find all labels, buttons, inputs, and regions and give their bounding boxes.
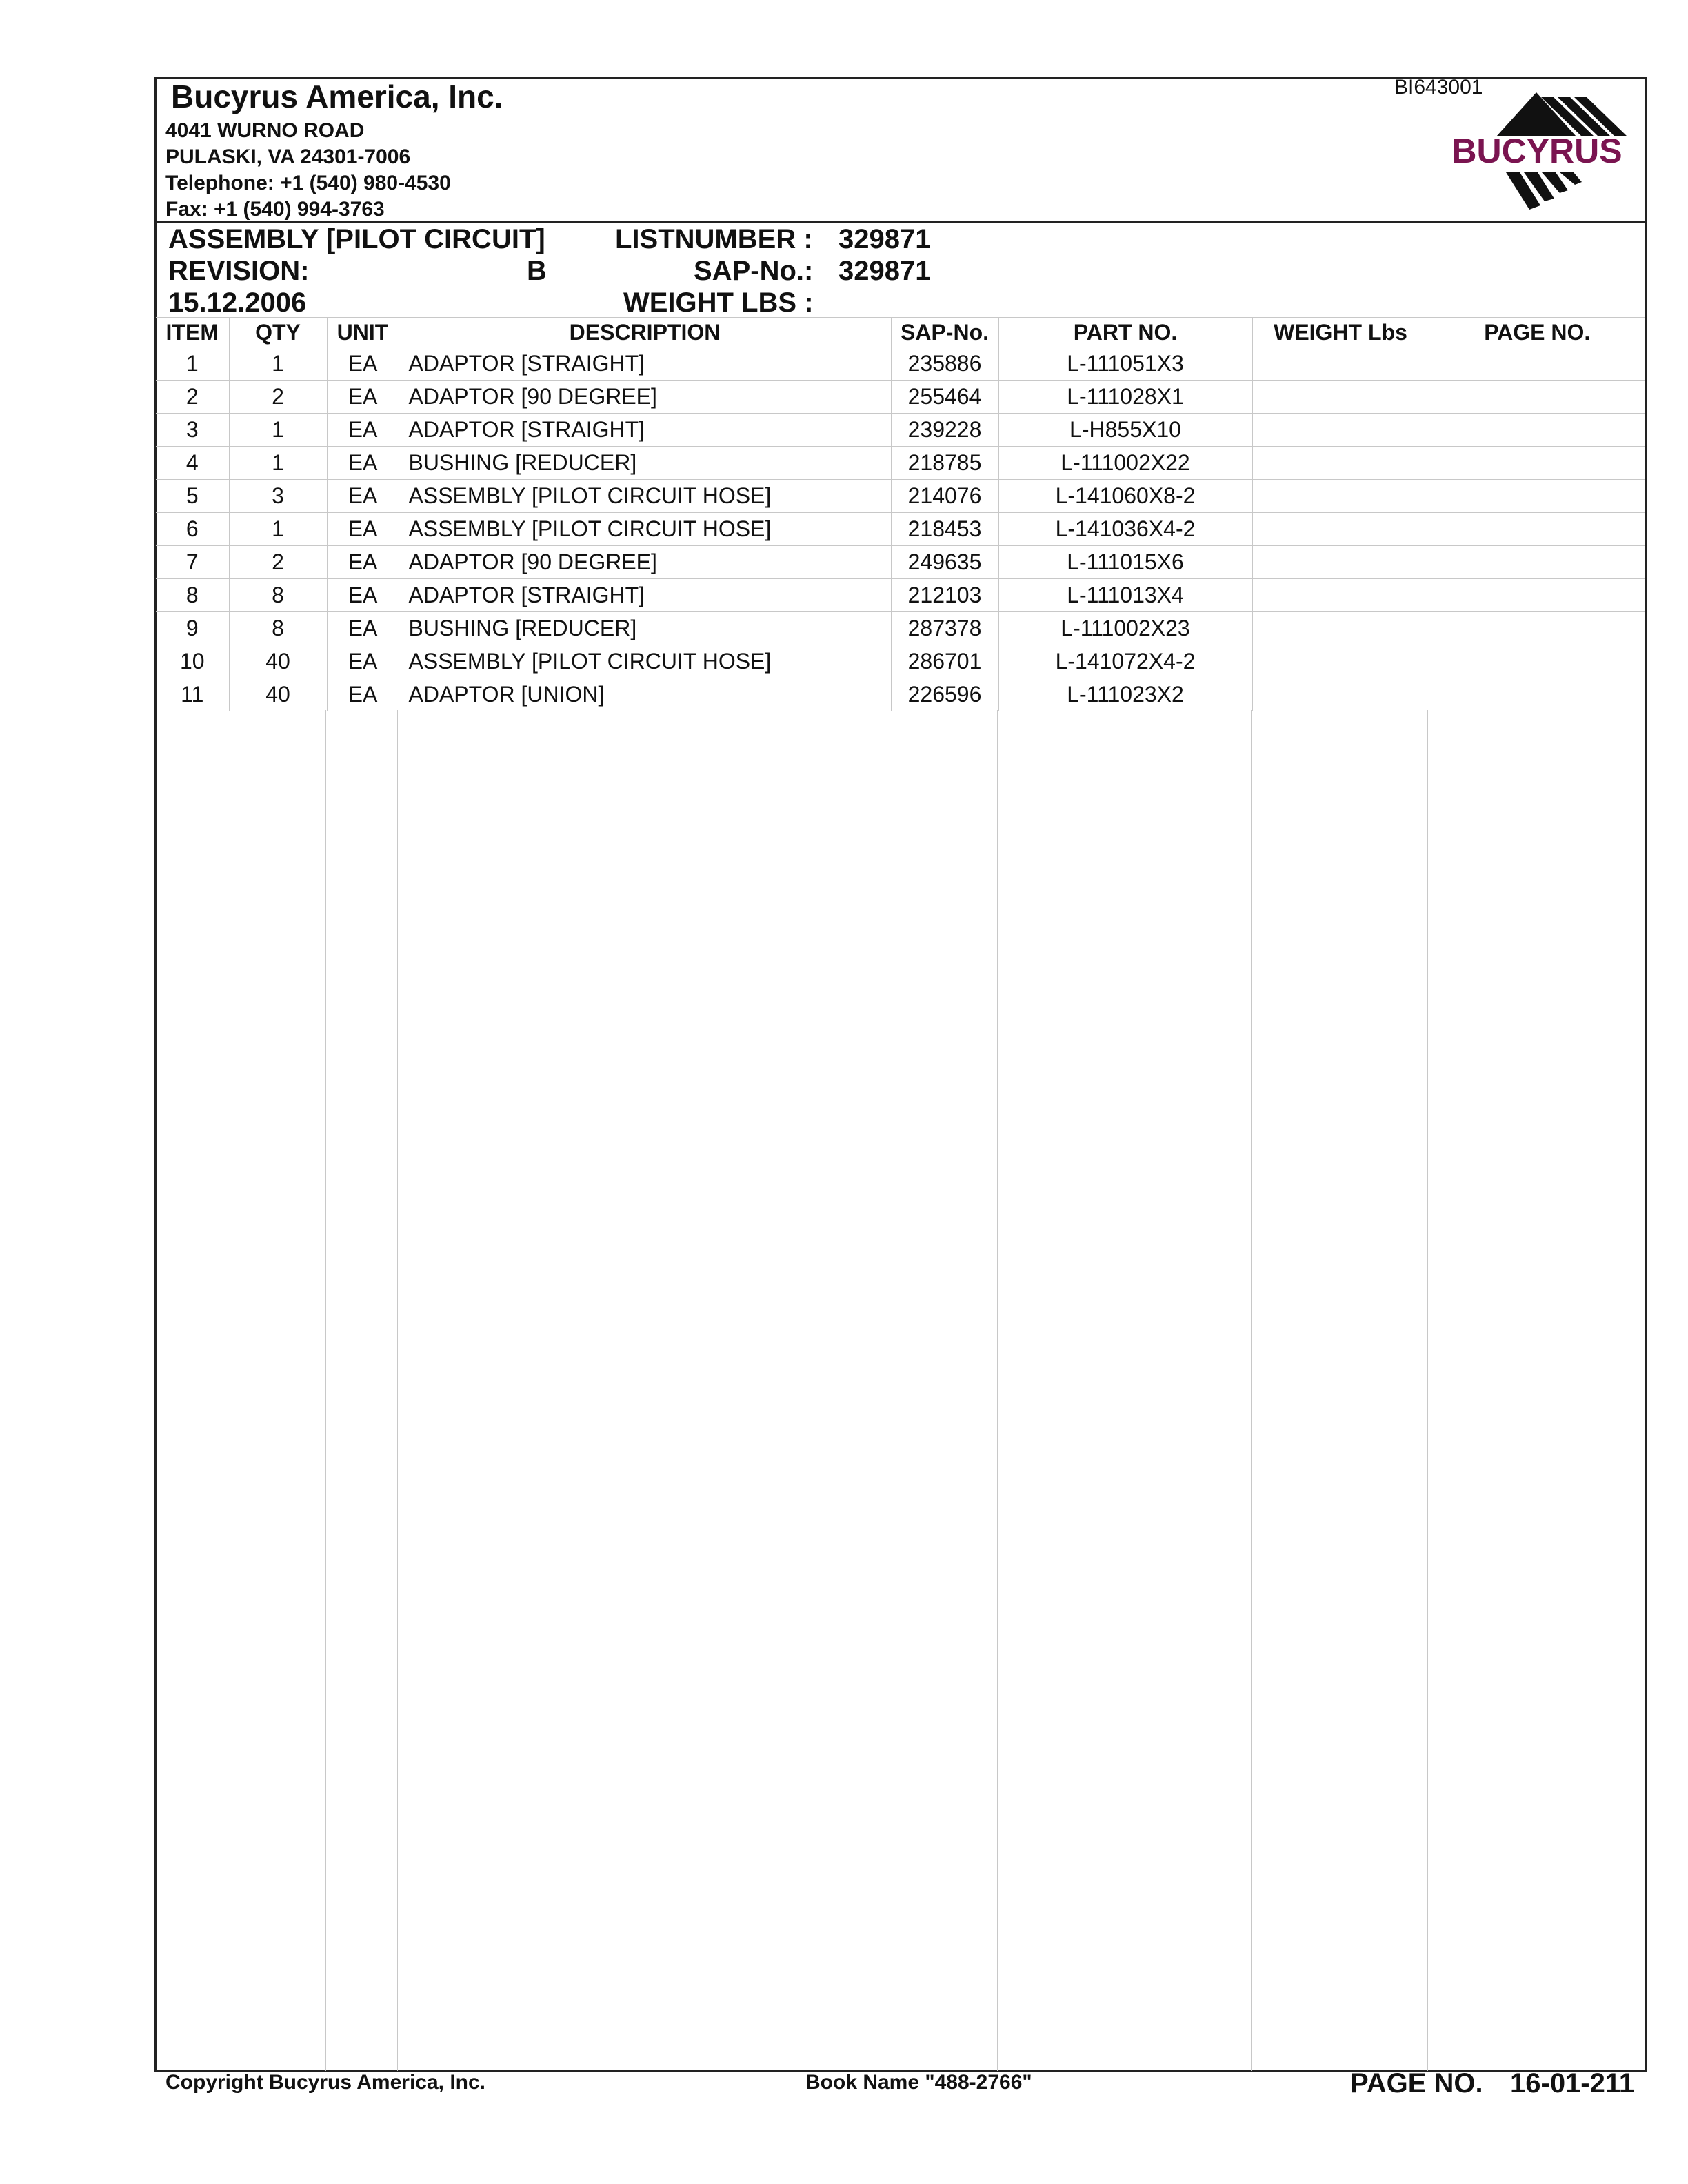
cell-qty: 3 (229, 480, 327, 513)
table-row (156, 347, 1645, 381)
column-header-description: DESCRIPTION (399, 318, 891, 347)
cell-qty: 8 (229, 579, 327, 612)
table-row (156, 546, 1645, 579)
cell-part-no: L-141072X4-2 (998, 645, 1252, 678)
cell-part-no: L-141060X8-2 (998, 480, 1252, 513)
cell-page-no (1429, 678, 1645, 711)
cell-qty: 2 (229, 546, 327, 579)
cell-item: 7 (156, 546, 229, 579)
cell-part-no: L-111015X6 (998, 546, 1252, 579)
cell-weight (1252, 645, 1429, 678)
company-name: Bucyrus America, Inc. (171, 79, 503, 114)
cell-page-no (1429, 546, 1645, 579)
cell-page-no (1429, 513, 1645, 546)
cell-qty: 1 (229, 447, 327, 480)
cell-qty: 1 (229, 414, 327, 447)
table-row (156, 645, 1645, 678)
cell-item: 6 (156, 513, 229, 546)
cell-sap-no: 218453 (891, 513, 998, 546)
table-row (156, 678, 1645, 711)
cell-weight (1252, 480, 1429, 513)
sap-number-value: 329871 (838, 256, 931, 286)
cell-description: ADAPTOR [STRAIGHT] (399, 347, 891, 381)
column-header-part-no: PART NO. (998, 318, 1252, 347)
table-row (156, 579, 1645, 612)
cell-item: 4 (156, 447, 229, 480)
cell-part-no: L-111002X22 (998, 447, 1252, 480)
cell-sap-no: 255464 (891, 381, 998, 414)
cell-description: BUSHING [REDUCER] (399, 447, 891, 480)
cell-part-no: L-111028X1 (998, 381, 1252, 414)
cell-unit: EA (327, 347, 399, 381)
footer-book-name: Book Name "488-2766" (805, 2071, 1032, 2094)
cell-item: 2 (156, 381, 229, 414)
revision-value: B (527, 256, 547, 286)
table-row (156, 381, 1645, 414)
assembly-title: ASSEMBLY [PILOT CIRCUIT] (168, 224, 545, 254)
cell-sap-no: 226596 (891, 678, 998, 711)
cell-weight (1252, 678, 1429, 711)
cell-part-no: L-111002X23 (998, 612, 1252, 645)
cell-weight (1252, 612, 1429, 645)
cell-description: BUSHING [REDUCER] (399, 612, 891, 645)
cell-page-no (1429, 645, 1645, 678)
cell-item: 5 (156, 480, 229, 513)
cell-unit: EA (327, 480, 399, 513)
cell-sap-no: 287378 (891, 612, 998, 645)
cell-description: ADAPTOR [90 DEGREE] (399, 381, 891, 414)
footer-copyright: Copyright Bucyrus America, Inc. (165, 2071, 486, 2094)
cell-part-no: L-111051X3 (998, 347, 1252, 381)
cell-unit: EA (327, 381, 399, 414)
table-row (156, 480, 1645, 513)
cell-description: ASSEMBLY [PILOT CIRCUIT HOSE] (399, 645, 891, 678)
revision-date: 15.12.2006 (168, 287, 307, 318)
company-city: PULASKI, VA 24301-7006 (165, 145, 411, 168)
listnumber-label: LISTNUMBER : (615, 224, 813, 254)
cell-sap-no: 286701 (891, 645, 998, 678)
cell-unit: EA (327, 579, 399, 612)
cell-page-no (1429, 447, 1645, 480)
cell-item: 9 (156, 612, 229, 645)
cell-description: ADAPTOR [STRAIGHT] (399, 414, 891, 447)
column-header-unit: UNIT (327, 318, 399, 347)
listnumber-value: 329871 (838, 224, 931, 254)
cell-sap-no: 218785 (891, 447, 998, 480)
cell-part-no: L-141036X4-2 (998, 513, 1252, 546)
company-phone: Telephone: +1 (540) 980-4530 (165, 172, 451, 194)
cell-weight (1252, 579, 1429, 612)
column-header-page-no: PAGE NO. (1429, 318, 1645, 347)
cell-description: ASSEMBLY [PILOT CIRCUIT HOSE] (399, 480, 891, 513)
table-row (156, 414, 1645, 447)
cell-item: 1 (156, 347, 229, 381)
cell-weight (1252, 414, 1429, 447)
cell-sap-no: 249635 (891, 546, 998, 579)
table-row (156, 612, 1645, 645)
cell-sap-no: 235886 (891, 347, 998, 381)
revision-label: REVISION: (168, 256, 310, 286)
sap-number-label: SAP-No.: (694, 256, 814, 286)
cell-part-no: L-111013X4 (998, 579, 1252, 612)
table-row (156, 513, 1645, 546)
table-header-row (156, 318, 1645, 347)
cell-unit: EA (327, 612, 399, 645)
column-header-sap-no: SAP-No. (891, 318, 998, 347)
column-divider (325, 710, 326, 2071)
cell-weight (1252, 546, 1429, 579)
bucyrus-logo (1438, 90, 1636, 214)
weight-label: WEIGHT LBS : (623, 287, 814, 318)
company-street: 4041 WURNO ROAD (165, 119, 365, 142)
cell-qty: 1 (229, 347, 327, 381)
cell-weight (1252, 381, 1429, 414)
header-divider (154, 221, 1647, 223)
cell-unit: EA (327, 447, 399, 480)
cell-page-no (1429, 381, 1645, 414)
cell-qty: 40 (229, 678, 327, 711)
cell-page-no (1429, 579, 1645, 612)
column-header-qty: QTY (229, 318, 327, 347)
cell-sap-no: 214076 (891, 480, 998, 513)
footer-page-number: 16-01-211 (1510, 2068, 1635, 2099)
cell-unit: EA (327, 678, 399, 711)
table-row (156, 447, 1645, 480)
cell-unit: EA (327, 513, 399, 546)
cell-description: ADAPTOR [UNION] (399, 678, 891, 711)
column-header-item: ITEM (156, 318, 229, 347)
parts-table-body (156, 347, 1645, 711)
logo-wordmark: BUCYRUS (1451, 132, 1622, 170)
cell-weight (1252, 447, 1429, 480)
cell-qty: 40 (229, 645, 327, 678)
cell-page-no (1429, 347, 1645, 381)
cell-weight (1252, 513, 1429, 546)
cell-page-no (1429, 480, 1645, 513)
cell-unit: EA (327, 414, 399, 447)
cell-unit: EA (327, 546, 399, 579)
column-divider (997, 710, 998, 2071)
column-divider (1427, 710, 1428, 2071)
cell-description: ADAPTOR [STRAIGHT] (399, 579, 891, 612)
cell-part-no: L-H855X10 (998, 414, 1252, 447)
document-code: BI643001 (1394, 76, 1483, 99)
cell-description: ASSEMBLY [PILOT CIRCUIT HOSE] (399, 513, 891, 546)
cell-qty: 1 (229, 513, 327, 546)
cell-page-no (1429, 414, 1645, 447)
cell-sap-no: 212103 (891, 579, 998, 612)
cell-unit: EA (327, 645, 399, 678)
company-fax: Fax: +1 (540) 994-3763 (165, 198, 385, 221)
cell-weight (1252, 347, 1429, 381)
cell-item: 3 (156, 414, 229, 447)
cell-qty: 2 (229, 381, 327, 414)
column-divider (397, 710, 398, 2071)
column-header-weight: WEIGHT Lbs (1252, 318, 1429, 347)
footer-page-label: PAGE NO. (1350, 2068, 1483, 2099)
cell-item: 11 (156, 678, 229, 711)
column-divider (1251, 710, 1252, 2071)
cell-sap-no: 239228 (891, 414, 998, 447)
parts-table (156, 317, 1645, 711)
cell-page-no (1429, 612, 1645, 645)
cell-description: ADAPTOR [90 DEGREE] (399, 546, 891, 579)
cell-qty: 8 (229, 612, 327, 645)
cell-item: 10 (156, 645, 229, 678)
cell-part-no: L-111023X2 (998, 678, 1252, 711)
cell-item: 8 (156, 579, 229, 612)
